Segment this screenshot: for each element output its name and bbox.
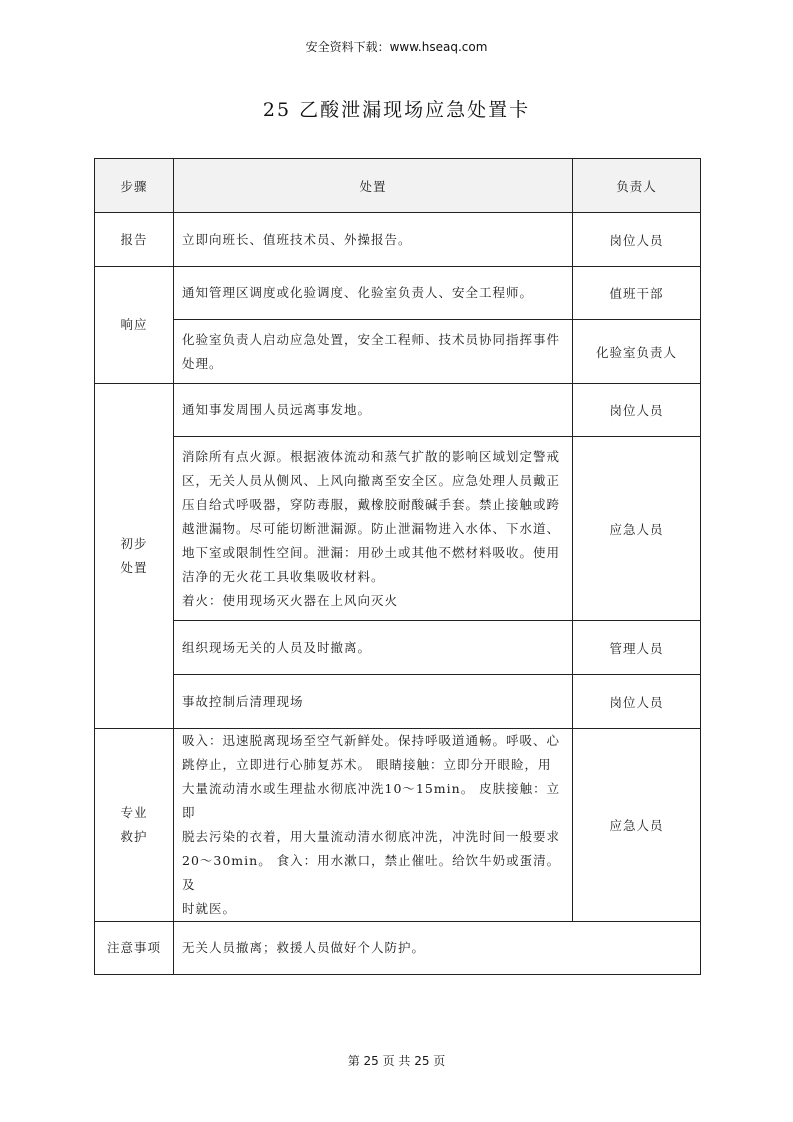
table-row [95, 675, 701, 729]
table-row [95, 922, 701, 975]
person-cell: 岗位人员 [573, 213, 701, 267]
person-cell: 管理人员 [573, 621, 701, 675]
action-text: 越泄漏物。尽可能切断泄漏源。防止泄漏物进入水体、下水道、 [182, 520, 561, 536]
header-link[interactable]: 安全资料下载：www.hseaq.com [305, 40, 488, 54]
action-text: 大量流动清水或生理盐水彻底冲洗10～15min。 皮肤接触：立即 [182, 781, 561, 820]
table-header-row [95, 159, 701, 213]
person-cell: 化验室负责人 [573, 320, 701, 384]
action-text: 脱去污染的衣着，用大量流动清水彻底冲洗，冲洗时间一般要求 [182, 829, 561, 844]
step-label: 响应 [120, 317, 148, 332]
action-text: 20～30min。 食入：用水漱口，禁止催吐。给饮牛奶或蛋清。及 [182, 853, 561, 892]
column-header-action: 处置 [174, 159, 573, 213]
step-label: 救护 [120, 829, 148, 844]
person-cell: 应急人员 [573, 437, 701, 621]
step-cell-professional-rescue [95, 729, 174, 922]
action-text: 区，无关人员从侧风、上风向撤离至安全区。应急处理人员戴正 [182, 472, 561, 488]
step-label: 注意事项 [106, 940, 161, 955]
action-text: 吸入：迅速脱离现场至空气新鲜处。保持呼吸道通畅。呼吸、心 [182, 733, 561, 748]
emergency-card-table [94, 158, 701, 975]
step-cell-initial-disposal [95, 384, 174, 729]
action-text: 时就医。 [182, 901, 237, 916]
action-text: 无关人员撤离；救援人员做好个人防护。 [182, 940, 426, 955]
step-label: 初步 [120, 536, 148, 551]
action-text: 化验室负责人启动应急处置，安全工程师、技术员协同指挥事件 [182, 331, 561, 347]
step-cell-report [95, 213, 174, 267]
action-cell [174, 922, 701, 975]
table-row [95, 213, 701, 267]
person-cell: 岗位人员 [573, 675, 701, 729]
table-row [95, 384, 701, 437]
action-text: 着火：使用现场灭火器在上风向灭火 [182, 592, 399, 608]
action-cell [174, 384, 573, 437]
page-number: 第 25 页 共 25 页 [347, 1054, 446, 1068]
table-row [95, 729, 701, 922]
table-row [95, 621, 701, 675]
action-text: 消除所有点火源。根据液体流动和蒸气扩散的影响区域划定警戒 [182, 448, 561, 464]
person-cell: 应急人员 [573, 729, 701, 922]
action-text: 事故控制后清理现场 [182, 693, 304, 709]
document-title: 25 乙酸泄漏现场应急处置卡 [262, 99, 531, 121]
action-text: 立即向班长、值班技术员、外操报告。 [182, 231, 412, 247]
action-text: 通知事发周围人员远离事发地。 [182, 402, 372, 417]
step-label: 报告 [120, 231, 148, 247]
table-row [95, 437, 701, 621]
action-cell [174, 621, 573, 675]
action-cell [174, 675, 573, 729]
step-label: 专业 [120, 805, 148, 820]
step-cell-response [95, 267, 174, 384]
column-header-person: 负责人 [573, 159, 701, 213]
person-cell: 岗位人员 [573, 384, 701, 437]
action-cell [174, 213, 573, 267]
action-text: 地下室或限制性空间。泄漏：用砂土或其他不燃材料吸收。使用 [182, 544, 561, 560]
action-text: 组织现场无关的人员及时撤离。 [182, 639, 372, 655]
action-text: 压自给式呼吸器，穿防毒服，戴橡胶耐酸碱手套。禁止接触或跨 [182, 496, 561, 512]
action-text: 处理。 [182, 355, 223, 371]
action-cell [174, 437, 573, 621]
action-text: 通知管理区调度或化验调度、化验室负责人、安全工程师。 [182, 285, 534, 300]
action-cell [174, 729, 573, 922]
action-cell [174, 267, 573, 320]
step-cell-notes [95, 922, 174, 975]
table-row [95, 320, 701, 384]
action-text: 跳停止，立即进行心肺复苏术。 眼睛接触：立即分开眼睑，用 [182, 757, 552, 772]
table-row [95, 267, 701, 320]
column-header-step: 步骤 [95, 159, 174, 213]
person-cell: 值班干部 [573, 267, 701, 320]
action-cell [174, 320, 573, 384]
step-label: 处置 [120, 560, 148, 575]
action-text: 洁净的无火花工具收集吸收材料。 [182, 568, 385, 584]
